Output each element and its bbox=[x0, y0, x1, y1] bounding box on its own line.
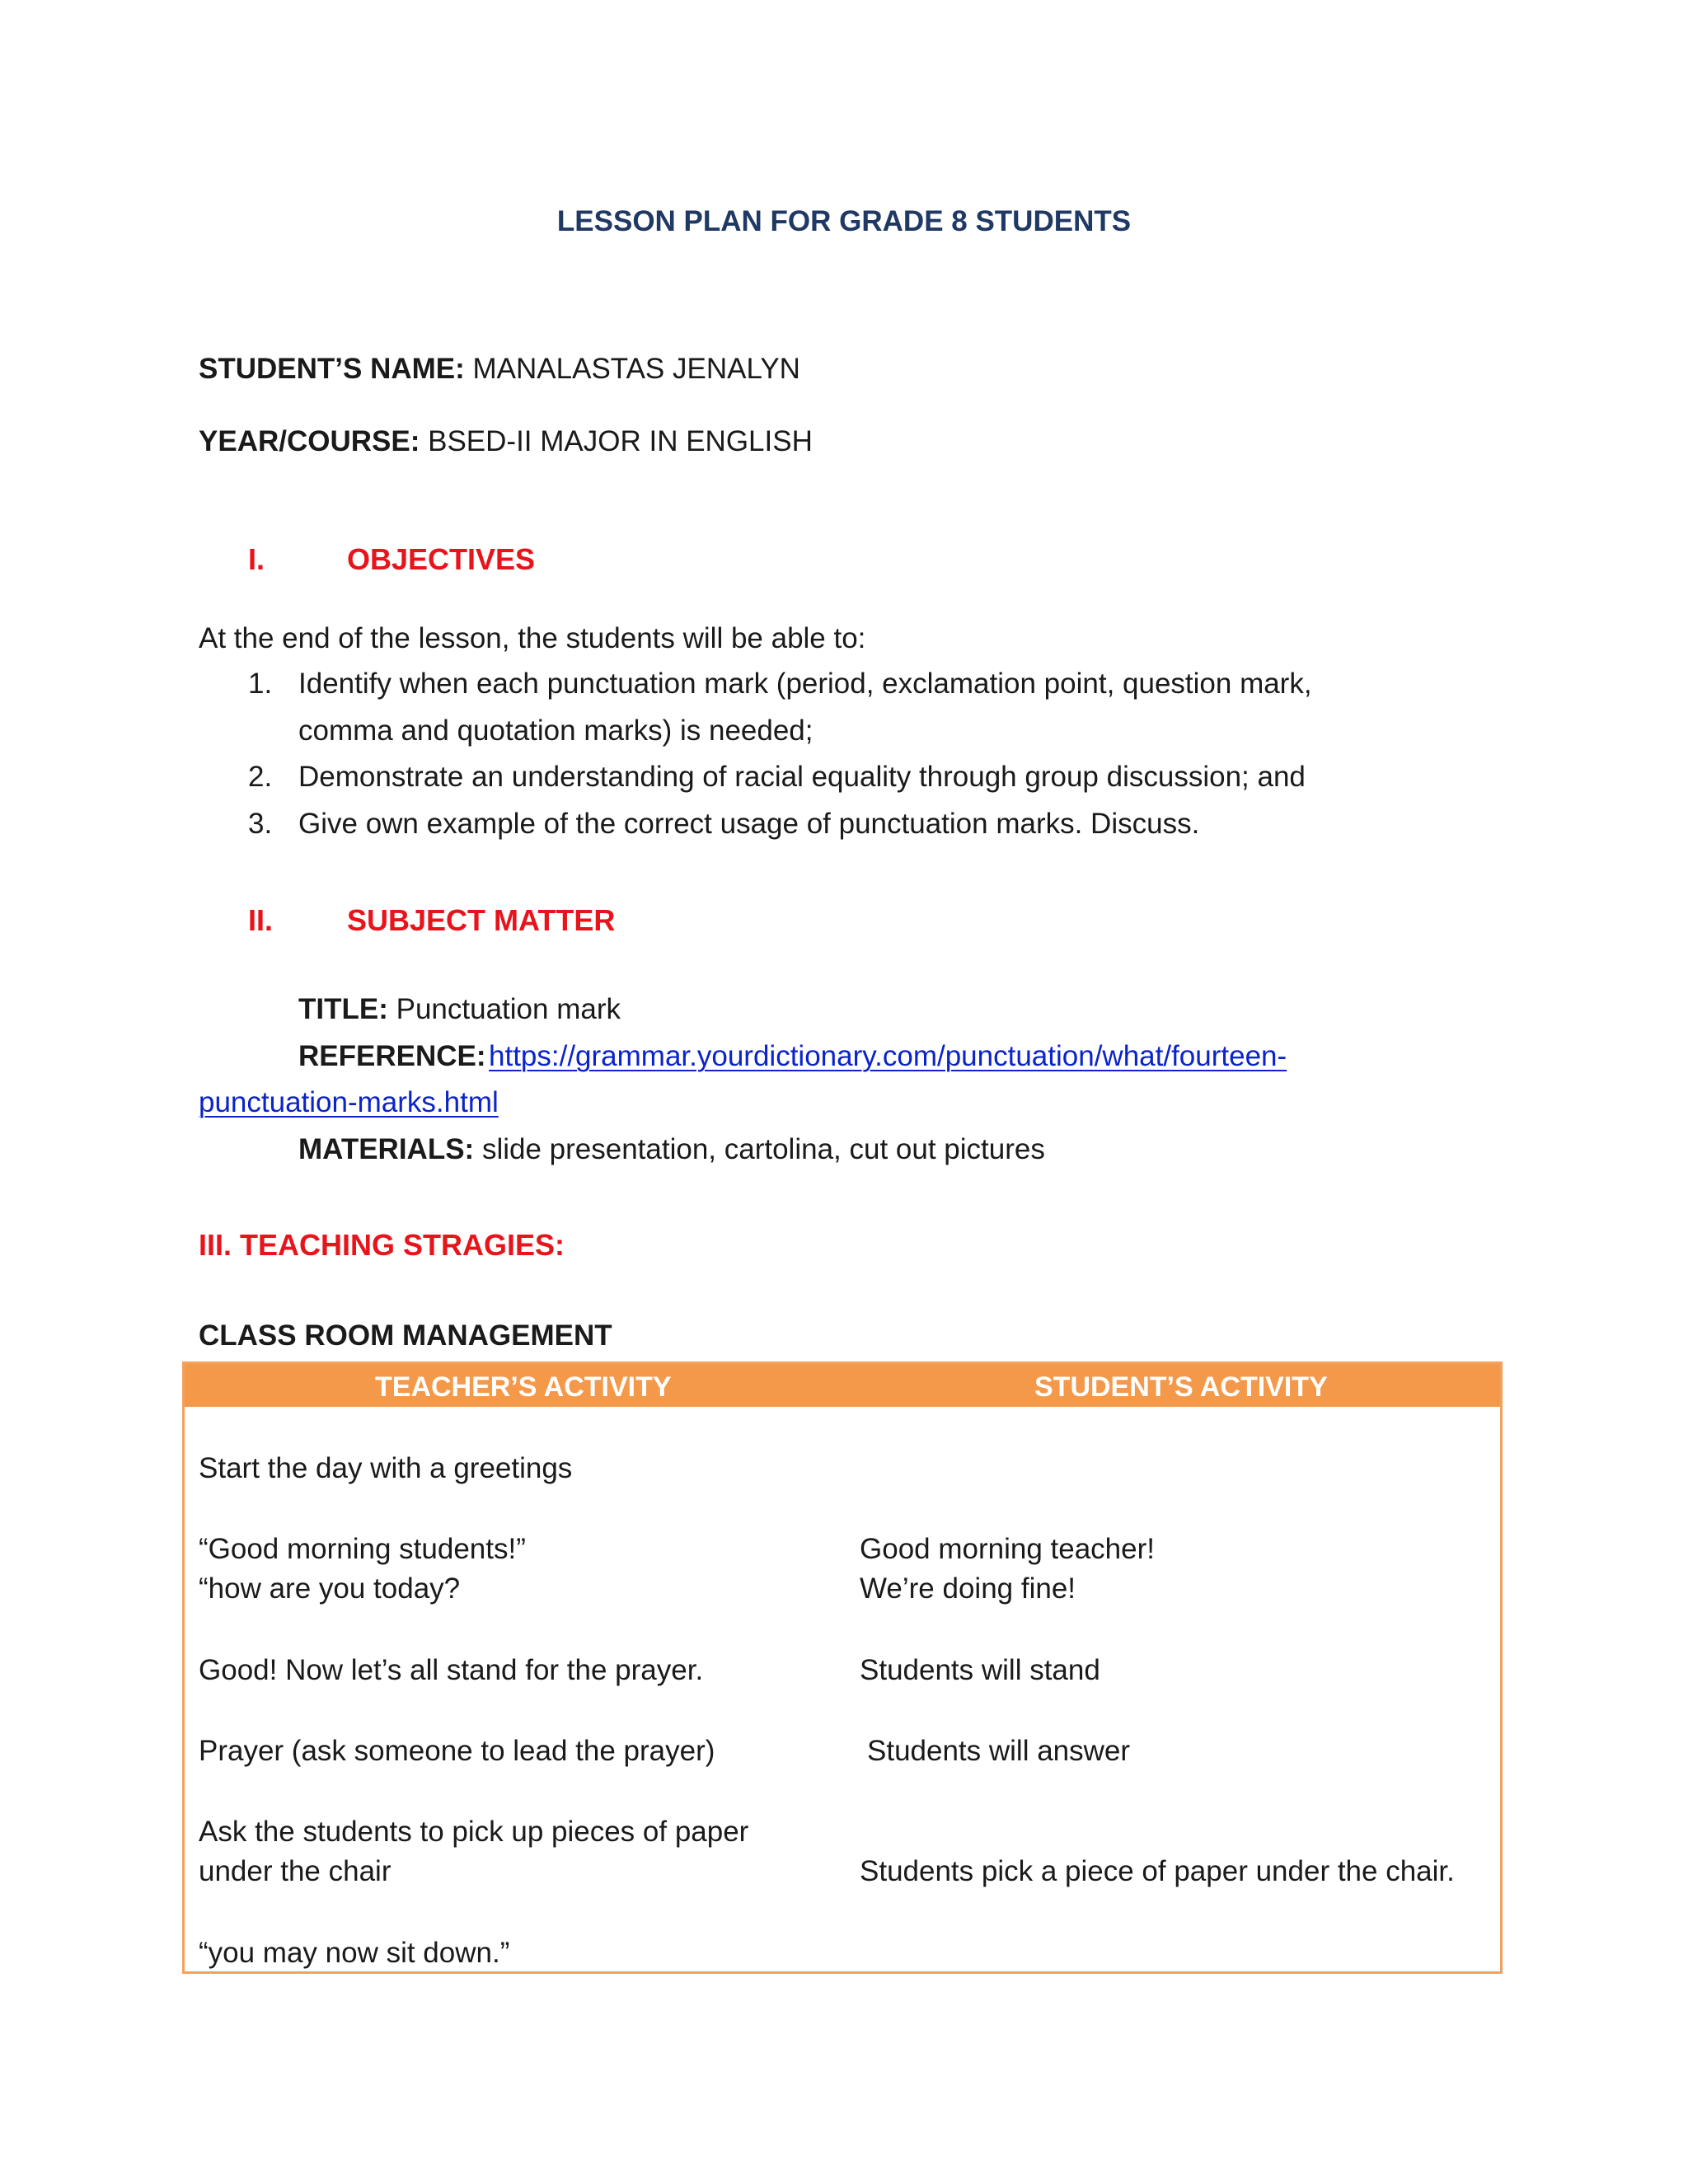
reference-label: REFERENCE: bbox=[298, 1040, 486, 1072]
year-course-line bbox=[199, 427, 813, 456]
year-course-value: BSED-II MAJOR IN ENGLISH bbox=[428, 425, 813, 457]
title-value: Punctuation mark bbox=[396, 993, 621, 1025]
student-activity-cell: We’re doing fine! bbox=[860, 1572, 1076, 1605]
subject-matter-heading: SUBJECT MATTER bbox=[347, 903, 616, 937]
title-line bbox=[298, 995, 621, 1024]
student-name-line bbox=[199, 354, 800, 383]
student-activity-header: STUDENT’S ACTIVITY bbox=[1034, 1371, 1328, 1403]
materials-value: slide presentation, cartolina, cut out pictures bbox=[481, 1133, 1045, 1165]
student-activity-cell: Students pick a piece of paper under the chair. bbox=[860, 1855, 1455, 1887]
materials-line bbox=[298, 1135, 1045, 1164]
objective-text: Demonstrate an understanding of racial equality through group discussion; and bbox=[298, 761, 1306, 793]
teacher-activity-cell: Good! Now let’s all stand for the prayer. bbox=[199, 1654, 704, 1686]
teacher-activity-cell: “how are you today? bbox=[199, 1572, 461, 1605]
objectives-numeral: I. bbox=[248, 542, 265, 576]
subject-matter-numeral: II. bbox=[248, 903, 274, 937]
table-header-row bbox=[185, 1364, 1500, 1407]
student-activity-cell: Students will stand bbox=[860, 1654, 1100, 1686]
objective-text: Give own example of the correct usage of punctuation marks. Discuss. bbox=[298, 808, 1200, 840]
objective-text-continued: comma and quotation marks) is needed; bbox=[298, 715, 814, 747]
title-label: TITLE: bbox=[298, 993, 388, 1025]
objectives-intro: At the end of the lesson, the students will be able to: bbox=[199, 622, 866, 654]
year-course-label: YEAR/COURSE: bbox=[199, 425, 420, 457]
teacher-activity-cell: Ask the students to pick up pieces of paper bbox=[199, 1816, 749, 1848]
reference-link-continued[interactable]: punctuation-marks.html bbox=[199, 1086, 499, 1118]
teaching-strategies-heading: III. TEACHING STRAGIES: bbox=[199, 1228, 565, 1262]
student-name-value: MANALASTAS JENALYN bbox=[472, 353, 800, 385]
page-title: LESSON PLAN FOR GRADE 8 STUDENTS bbox=[556, 205, 1132, 237]
student-activity-cell: Good morning teacher! bbox=[860, 1533, 1155, 1565]
teacher-activity-cell: Prayer (ask someone to lead the prayer) bbox=[199, 1735, 715, 1767]
teacher-activity-cell: “Good morning students!” bbox=[199, 1533, 526, 1565]
objective-number: 1. bbox=[248, 668, 273, 700]
objectives-heading: OBJECTIVES bbox=[347, 542, 536, 576]
student-name-label: STUDENT’S NAME: bbox=[199, 353, 465, 385]
objective-text: Identify when each punctuation mark (period, exclamation point, question mark, bbox=[298, 668, 1312, 700]
objective-number: 3. bbox=[248, 808, 273, 840]
materials-label: MATERIALS: bbox=[298, 1133, 475, 1165]
teacher-activity-cell: “you may now sit down.” bbox=[199, 1937, 510, 1969]
reference-link[interactable]: https://grammar.yourdictionary.com/punctuation/what/fourteen- bbox=[489, 1040, 1287, 1072]
student-activity-cell: Students will answer bbox=[867, 1735, 1131, 1767]
teacher-activity-cell: Start the day with a greetings bbox=[199, 1452, 573, 1484]
objective-number: 2. bbox=[248, 761, 273, 793]
classroom-management-heading: CLASS ROOM MANAGEMENT bbox=[199, 1319, 612, 1352]
teacher-activity-header: TEACHER’S ACTIVITY bbox=[375, 1371, 672, 1403]
teacher-activity-cell: under the chair bbox=[199, 1855, 392, 1887]
